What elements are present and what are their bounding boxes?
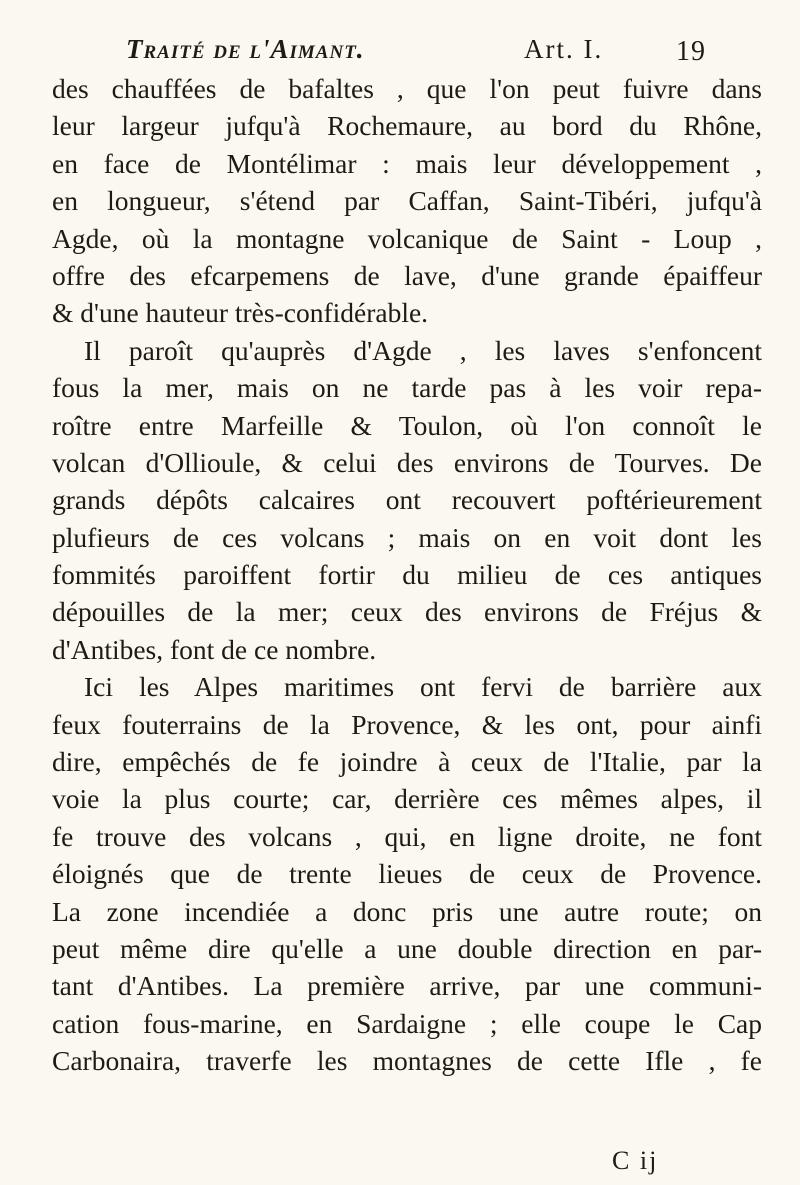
text-line: feux fouterrains de la Provence, & les ont, pour ainfi bbox=[52, 708, 762, 740]
text-line: & d'une hauteur très-confidérable. bbox=[52, 297, 429, 329]
text-line: voie la plus courte; car, derrière ces mêmes alpes, il bbox=[52, 783, 762, 815]
text-line: La zone incendiée a donc pris une autre route; on bbox=[52, 895, 762, 927]
text-line: leur largeur jufqu'à Rochemaure, au bord du Rhône, bbox=[52, 110, 762, 142]
body-text bbox=[52, 70, 762, 1080]
text-line: d'Antibes, font de ce nombre. bbox=[52, 633, 377, 665]
paragraph-start-line: Ici les Alpes maritimes ont fervi de barrière aux bbox=[84, 671, 762, 703]
text-line: Agde, où la montagne volcanique de Saint - Loup , bbox=[52, 222, 762, 254]
text-line: fous la mer, mais on ne tarde pas à les voir repa- bbox=[52, 372, 762, 404]
text-line: dépouilles de la mer; ceux des environs de Fréjus & bbox=[52, 596, 762, 628]
text-line: en longueur, s'étend par Caffan, Saint-Tibéri, jufqu'à bbox=[52, 185, 762, 217]
text-line: Carbonaira, traverfe les montagnes de cette Ifle , fe bbox=[52, 1045, 762, 1077]
running-head bbox=[96, 34, 736, 70]
running-head-title: Traité de l'Aimant. bbox=[126, 34, 365, 64]
text-line: des chauffées de bafaltes , que l'on peut fuivre dans bbox=[52, 73, 762, 104]
text-line: offre des efcarpemens de lave, d'une grande épaiffeur bbox=[52, 259, 762, 291]
page-number: 19 bbox=[676, 36, 706, 67]
text-line: volcan d'Ollioule, & celui des environs de Tourves. De bbox=[52, 446, 762, 478]
text-line: cation fous-marine, en Sardaigne ; elle coupe le Cap bbox=[52, 1007, 762, 1039]
text-line: tant d'Antibes. La première arrive, par une communi- bbox=[52, 970, 762, 1002]
text-line: peut même dire qu'elle a une double direction en par- bbox=[52, 932, 762, 964]
text-line: éloignés que de trente lieues de ceux de Provence. bbox=[52, 858, 762, 890]
signature-mark: C ij bbox=[612, 1146, 659, 1175]
text-line: dire, empêchés de fe joindre à ceux de l'Italie, par la bbox=[52, 746, 762, 778]
text-line: fe trouve des volcans , qui, en ligne droite, ne font bbox=[52, 820, 762, 852]
text-line: roître entre Marfeille & Toulon, où l'on connoît le bbox=[52, 409, 762, 441]
text-line: plufieurs de ces volcans ; mais on en voit dont les bbox=[52, 521, 762, 553]
paragraph-start-line: Il paroît qu'auprès d'Agde , les laves s'enfoncent bbox=[84, 334, 762, 366]
text-line: fommités paroiffent fortir du milieu de ces antiques bbox=[52, 559, 762, 591]
running-head-article: Art. I. bbox=[524, 34, 604, 64]
text-line: grands dépôts calcaires ont recouvert poftérieurement bbox=[52, 484, 762, 516]
text-line: en face de Montélimar : mais leur développement , bbox=[52, 147, 762, 179]
